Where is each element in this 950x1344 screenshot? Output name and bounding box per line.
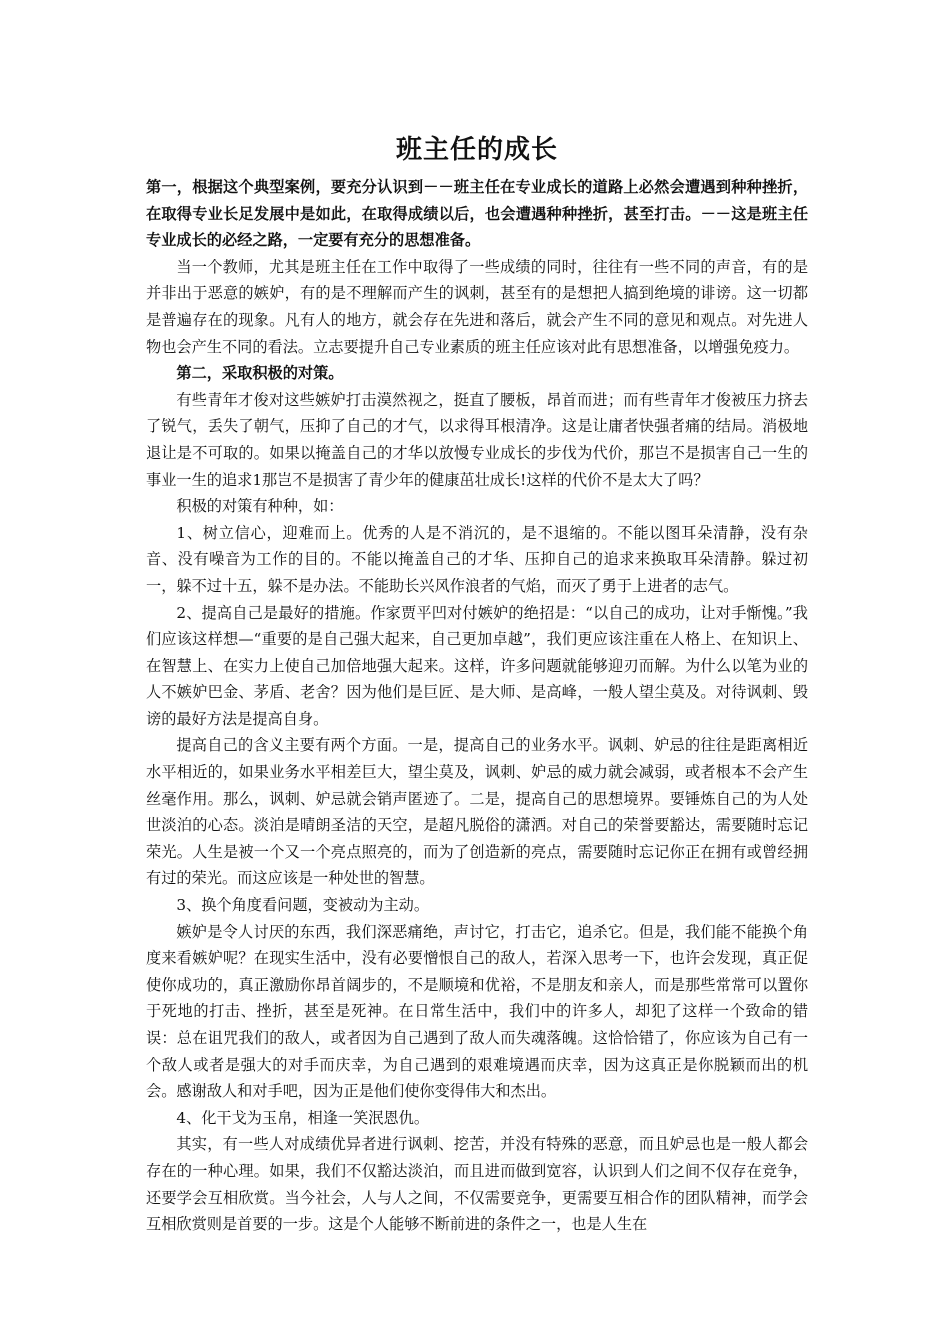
paragraph-4: 有些青年才俊对这些嫉妒打击漠然视之，挺直了腰板，昂首而进；而有些青年才俊被压力挤去了锐气，丢失了朝气，压抑了自己的才气，以求得耳根清净。这是让庸者快强者痛的结局。消极地退让是不可取的。如果以掩盖自己的才华以放慢专业成长的步伐为代价，那岂不是损害自己一生的事业一生的追求1那岂不是损害了青少年的健康茁壮成长!这样的代价不是太大了吗？ [146, 390, 808, 489]
paragraph-8: 提高自己的含义主要有两个方面。一是，提高自己的业务水平。讽刺、妒忌的往往是距离相近水平相近的，如果业务水平相差巨大，望尘莫及，讽刺、妒忌的威力就会减弱，或者根本不会产生丝毫作用。那么，讽刺、妒忌就会销声匿迹了。二是，提高自己的思想境界。要锤炼自己的为人处世淡泊的心态。淡泊是晴朗圣洁的天空，是超凡脱俗的潇洒。对自己的荣誉要豁达，需要随时忘记荣光。人生是被一个又一个亮点照亮的，而为了创造新的亮点，需要随时忘记你正在拥有或曾经拥有过的荣光。而这应该是一种处世的智慧。 [146, 736, 808, 888]
paragraph-9: 3、换个角度看问题，变被动为主动。 [176, 896, 430, 915]
paragraph-7: 2、提高自己是最好的措施。作家贾平凹对付嫉妒的绝招是：“以自己的成功，让对手惭愧。”我们应该这样想—“重要的是自己强大起来，自己更加卓越”，我们更应该注重在人格上、在知识上、在智慧上、在实力上使自己加倍地强大起来。这样，许多问题就能够迎刃而解。为什么以笔为业的人不嫉妒巴金、茅盾、老舍？因为他们是巨匠、是大师、是高峰，一般人望尘莫及。对待讽刺、毁谤的最好方法是提高自身。 [146, 603, 808, 728]
paragraph-6: 1、树立信心，迎难而上。优秀的人是不消沉的，是不退缩的。不能以图耳朵清静，没有杂音、没有噪音为工作的目的。不能以掩盖自己的才华、压抑自己的追求来换取耳朵清静。躲过初一，躲不过十五，躲不是办法。不能助长兴风作浪者的气焰，而灭了勇于上进者的志气。 [146, 523, 808, 595]
paragraph-12: 其实，有一些人对成绩优异者进行讽刺、挖苦，并没有特殊的恶意，而且妒忌也是一般人都会存在的一种心理。如果，我们不仅豁达淡泊，而且进而做到宽容，认识到人们之间不仅存在竞争，还要学会互相欣赏。当今社会，人与人之间，不仅需要竞争，更需要互相合作的团队精神，而学会互相欣赏则是首要的一步。这是个人能够不断前进的条件之一，也是人生在 [146, 1135, 808, 1234]
paragraph-11: 4、化干戈为玉帛，相逢一笑泯恩仇。 [176, 1108, 430, 1127]
paragraph-5: 积极的对策有种种，如： [176, 497, 344, 516]
paragraph-1: 第一，根据这个典型案例，要充分认识到－－班主任在专业成长的道路上必然会遭遇到种种挫折，在取得专业长足发展中是如此，在取得成绩以后，也会遭遇种种挫折，甚至打击。－－这是班主任专业成长的必经之路，一定要有充分的思想准备。 [146, 178, 808, 250]
document-title: 班主任的成长 [395, 135, 558, 165]
document-page [146, 128, 808, 1238]
paragraph-2: 当一个教师，尤其是班主任在工作中取得了一些成绩的同时，往往有一些不同的声音，有的是并非出于恶意的嫉妒，有的是不理解而产生的讽刺，甚至有的是想把人搞到绝境的诽谤。这一切都是普遍存在的现象。凡有人的地方，就会存在先进和落后，就会产生不同的意见和观点。对先进人物也会产生不同的看法。立志要提升自己专业素质的班主任应该对此有思想准备，以增强免疫力。 [146, 257, 808, 356]
section-heading-2: 第二，采取积极的对策。 [176, 364, 344, 383]
paragraph-10: 嫉妒是令人讨厌的东西，我们深恶痛绝，声讨它，打击它，追杀它。但是，我们能不能换个角度来看嫉妒呢？在现实生活中，没有必要憎恨自己的敌人，若深入思考一下，也许会发现，真正促使你成功的，真正激励你昂首阔步的，不是顺境和优裕，不是朋友和亲人，而是那些常常可以置你于死地的打击、挫折，甚至是死神。在日常生活中，我们中的许多人，却犯了这样一个致命的错误：总在诅咒我们的敌人，或者因为自己遇到了敌人而失魂落魄。这恰恰错了，你应该为自己有一个敌人或者是强大的对手而庆幸，为自己遇到的艰难境遇而庆幸，因为这真正是你脱颖而出的机会。感谢敌人和对手吧，因为正是他们使你变得伟大和杰出。 [146, 922, 808, 1101]
